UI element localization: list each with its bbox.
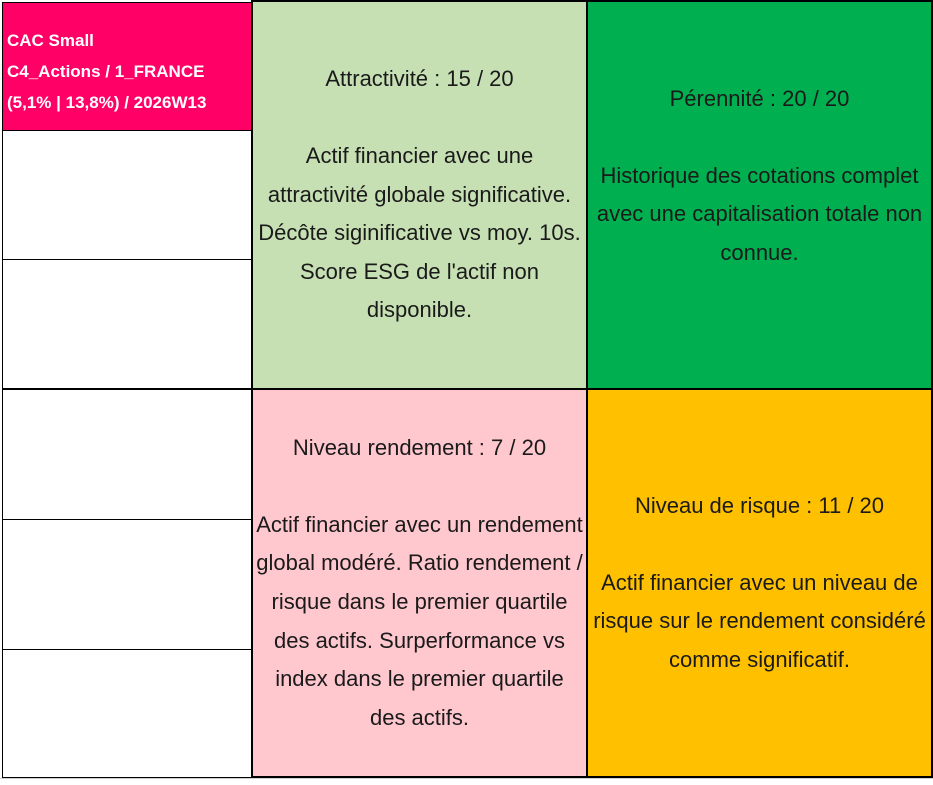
empty-cell-2[interactable] — [2, 259, 252, 389]
asset-label-cell[interactable] — [2, 2, 252, 131]
asset-period: (5,1% | 13,8%) / 2026W13 — [7, 93, 207, 112]
attractivite-cell[interactable] — [251, 0, 588, 390]
risque-cell[interactable] — [586, 388, 933, 778]
perennite-title: Pérennité : 20 / 20 — [669, 85, 850, 111]
asset-category: C4_Actions / 1_FRANCE — [7, 62, 205, 81]
empty-cell-5[interactable] — [2, 649, 252, 778]
rendement-description: Actif financier avec un rendement global modéré. Ratio rendement / risque dans le premier quartile des actifs. Surperformance vs index dans le premier quartile des actifs. — [256, 511, 583, 730]
sheet-bottom-edge — [0, 778, 933, 785]
asset-name: CAC Small — [7, 31, 94, 50]
attractivite-title: Attractivité : 15 / 20 — [325, 65, 514, 91]
risque-title: Niveau de risque : 11 / 20 — [634, 492, 885, 518]
perennite-cell[interactable] — [586, 0, 933, 390]
rendement-cell[interactable] — [251, 388, 588, 778]
empty-cell-3[interactable] — [2, 389, 252, 520]
empty-cell-1[interactable] — [2, 130, 252, 260]
rendement-title: Niveau rendement : 7 / 20 — [292, 434, 547, 460]
attractivite-description: Actif financier avec une attractivité globale significative. Décôte siginificative vs moy. 10s. Score ESG de l'actif non disponible. — [258, 143, 581, 323]
risque-description: Actif financier avec un niveau de risque sur le rendement considéré comme significatif. — [593, 569, 926, 672]
empty-cell-4[interactable] — [2, 519, 252, 650]
perennite-description: Historique des cotations complet avec une capitalisation totale non connue. — [596, 162, 923, 265]
